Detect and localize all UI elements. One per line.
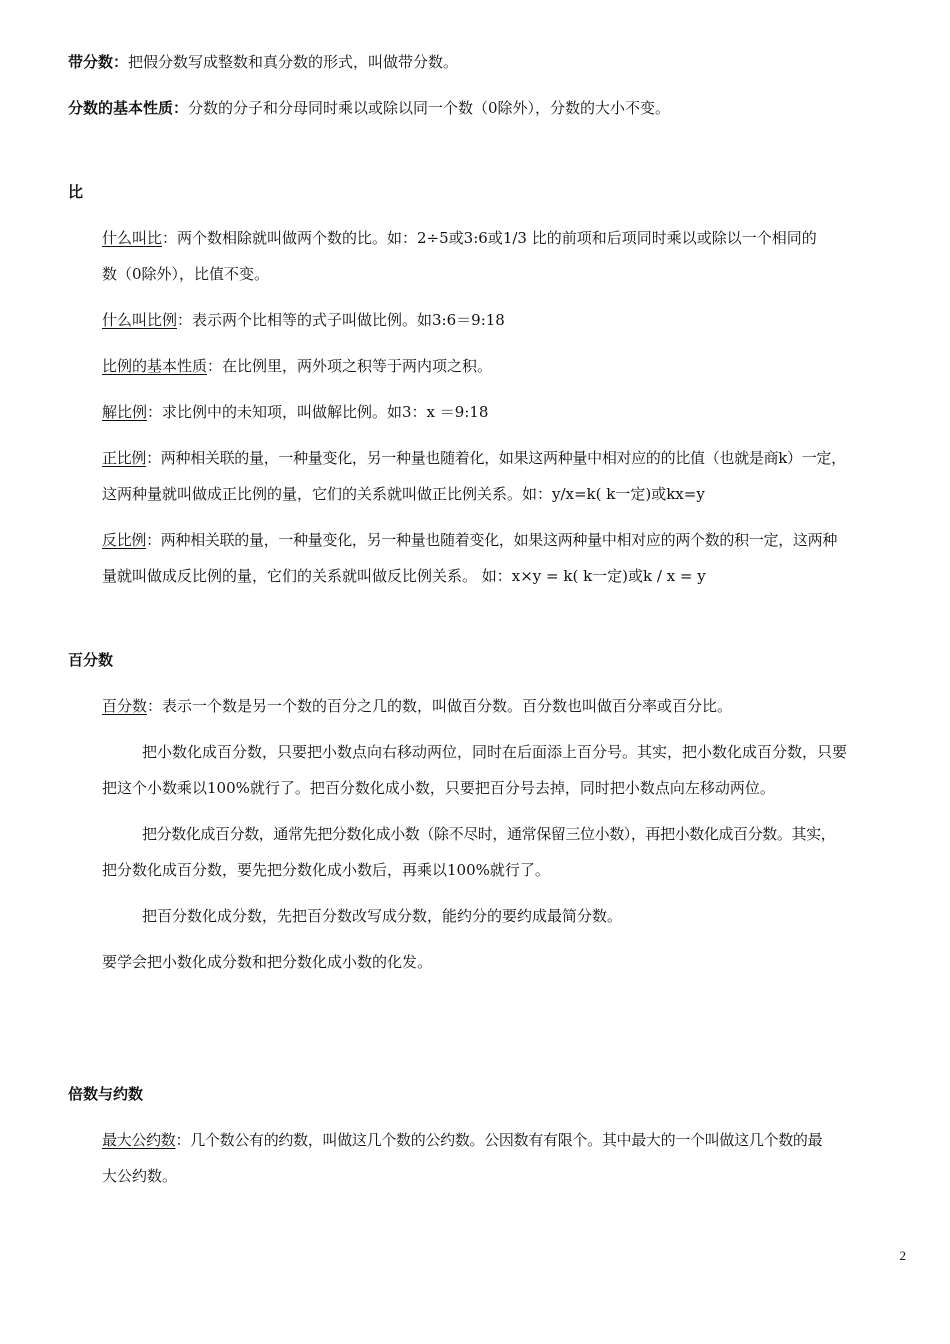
direct-proportion-line2: 这两种量就叫做成正比例的量，它们的关系就叫做正比例关系。如：y/x=k( k一定)或kx=y [102,485,705,503]
ratio-heading: 比 [68,183,84,201]
inverse-proportion-line1 [102,530,837,550]
mixed-fraction-term: 带分数： [68,53,129,71]
direct-proportion-line1 [102,448,846,468]
direct-proportion-definition: ：两种相关联的量，一种量变化，另一种量也随着化，如果这两种量中相对应的的比值（也就是商k）一定， [146,449,846,467]
percent-p2-line2: 把分数化成百分数，要先把分数化成小数后，再乘以100%就行了。 [102,861,550,879]
solve-proportion-definition: ：求比例中的未知项，叫做解比例。如3：x ＝9:18 [147,403,489,421]
proportion-definition: ：表示两个比相等的式子叫做比例。如3:6＝9:18 [177,311,505,329]
proportion-property-definition: ：在比例里，两外项之积等于两内项之积。 [207,357,493,375]
gcd-line1 [102,1130,822,1150]
proportion-property-term: 比例的基本性质 [102,357,208,375]
fraction-property-definition: 分数的分子和分母同时乘以或除以同一个数（0除外），分数的大小不变。 [188,99,671,117]
percent-p2-line1: 把分数化成百分数，通常先把分数化成小数（除不尽时，通常保留三位小数），再把小数化成百分数。其实， [142,825,836,843]
what-is-ratio-line1 [102,228,817,248]
multiples-heading: 倍数与约数 [68,1085,144,1103]
percent-heading: 百分数 [68,651,114,669]
percent-term: 百分数 [102,697,148,715]
mixed-fraction-definition: 把假分数写成整数和真分数的形式，叫做带分数。 [128,53,459,71]
inverse-proportion-line2: 量就叫做成反比例的量，它们的关系就叫做反比例关系。 如：x×y = k( k一定)或k / x = y [102,567,706,585]
inverse-proportion-definition: ：两种相关联的量，一种量变化，另一种量也随着变化，如果这两种量中相对应的两个数的积一定，这两种 [146,531,838,549]
solve-proportion-paragraph [102,402,488,422]
percent-p1-line2: 把这个小数乘以100%就行了。把百分数化成小数，只要把百分号去掉，同时把小数点向左移动两位。 [102,779,775,797]
percent-definition: ：表示一个数是另一个数的百分之几的数，叫做百分数。百分数也叫做百分率或百分比。 [147,697,733,715]
percent-p1-line1: 把小数化成百分数，只要把小数点向右移动两位，同时在后面添上百分号。其实，把小数化成百分数，只要 [142,743,848,761]
percent-p3: 把百分数化成分数，先把百分数改写成分数，能约分的要约成最简分数。 [142,907,623,925]
gcd-definition: ：几个数公有的约数，叫做这几个数的公约数。公因数有有限个。其中最大的一个叫做这几个数的最 [175,1131,823,1149]
proportion-term: 什么叫比例 [102,311,178,329]
gcd-term: 最大公约数 [102,1131,176,1149]
proportion-property-paragraph [102,356,492,376]
gcd-line2: 大公约数。 [102,1167,178,1185]
what-is-ratio-line2: 数（0除外），比值不变。 [102,265,270,283]
fraction-property-term: 分数的基本性质： [68,99,189,117]
fraction-property-paragraph [68,98,670,118]
what-is-ratio-term: 什么叫比 [102,229,163,247]
percent-definition-paragraph [102,696,732,716]
percent-p4: 要学会把小数化成分数和把分数化成小数的化发。 [102,953,433,971]
what-is-ratio-definition: ：两个数相除就叫做两个数的比。如：2÷5或3:6或1/3 比的前项和后项同时乘以或除以一个相同的 [162,229,817,247]
mixed-fraction-paragraph [68,52,458,72]
inverse-proportion-term: 反比例 [102,531,147,549]
solve-proportion-term: 解比例 [102,403,148,421]
page-number: 2 [899,1248,906,1263]
proportion-paragraph [102,310,505,330]
direct-proportion-term: 正比例 [102,449,147,467]
